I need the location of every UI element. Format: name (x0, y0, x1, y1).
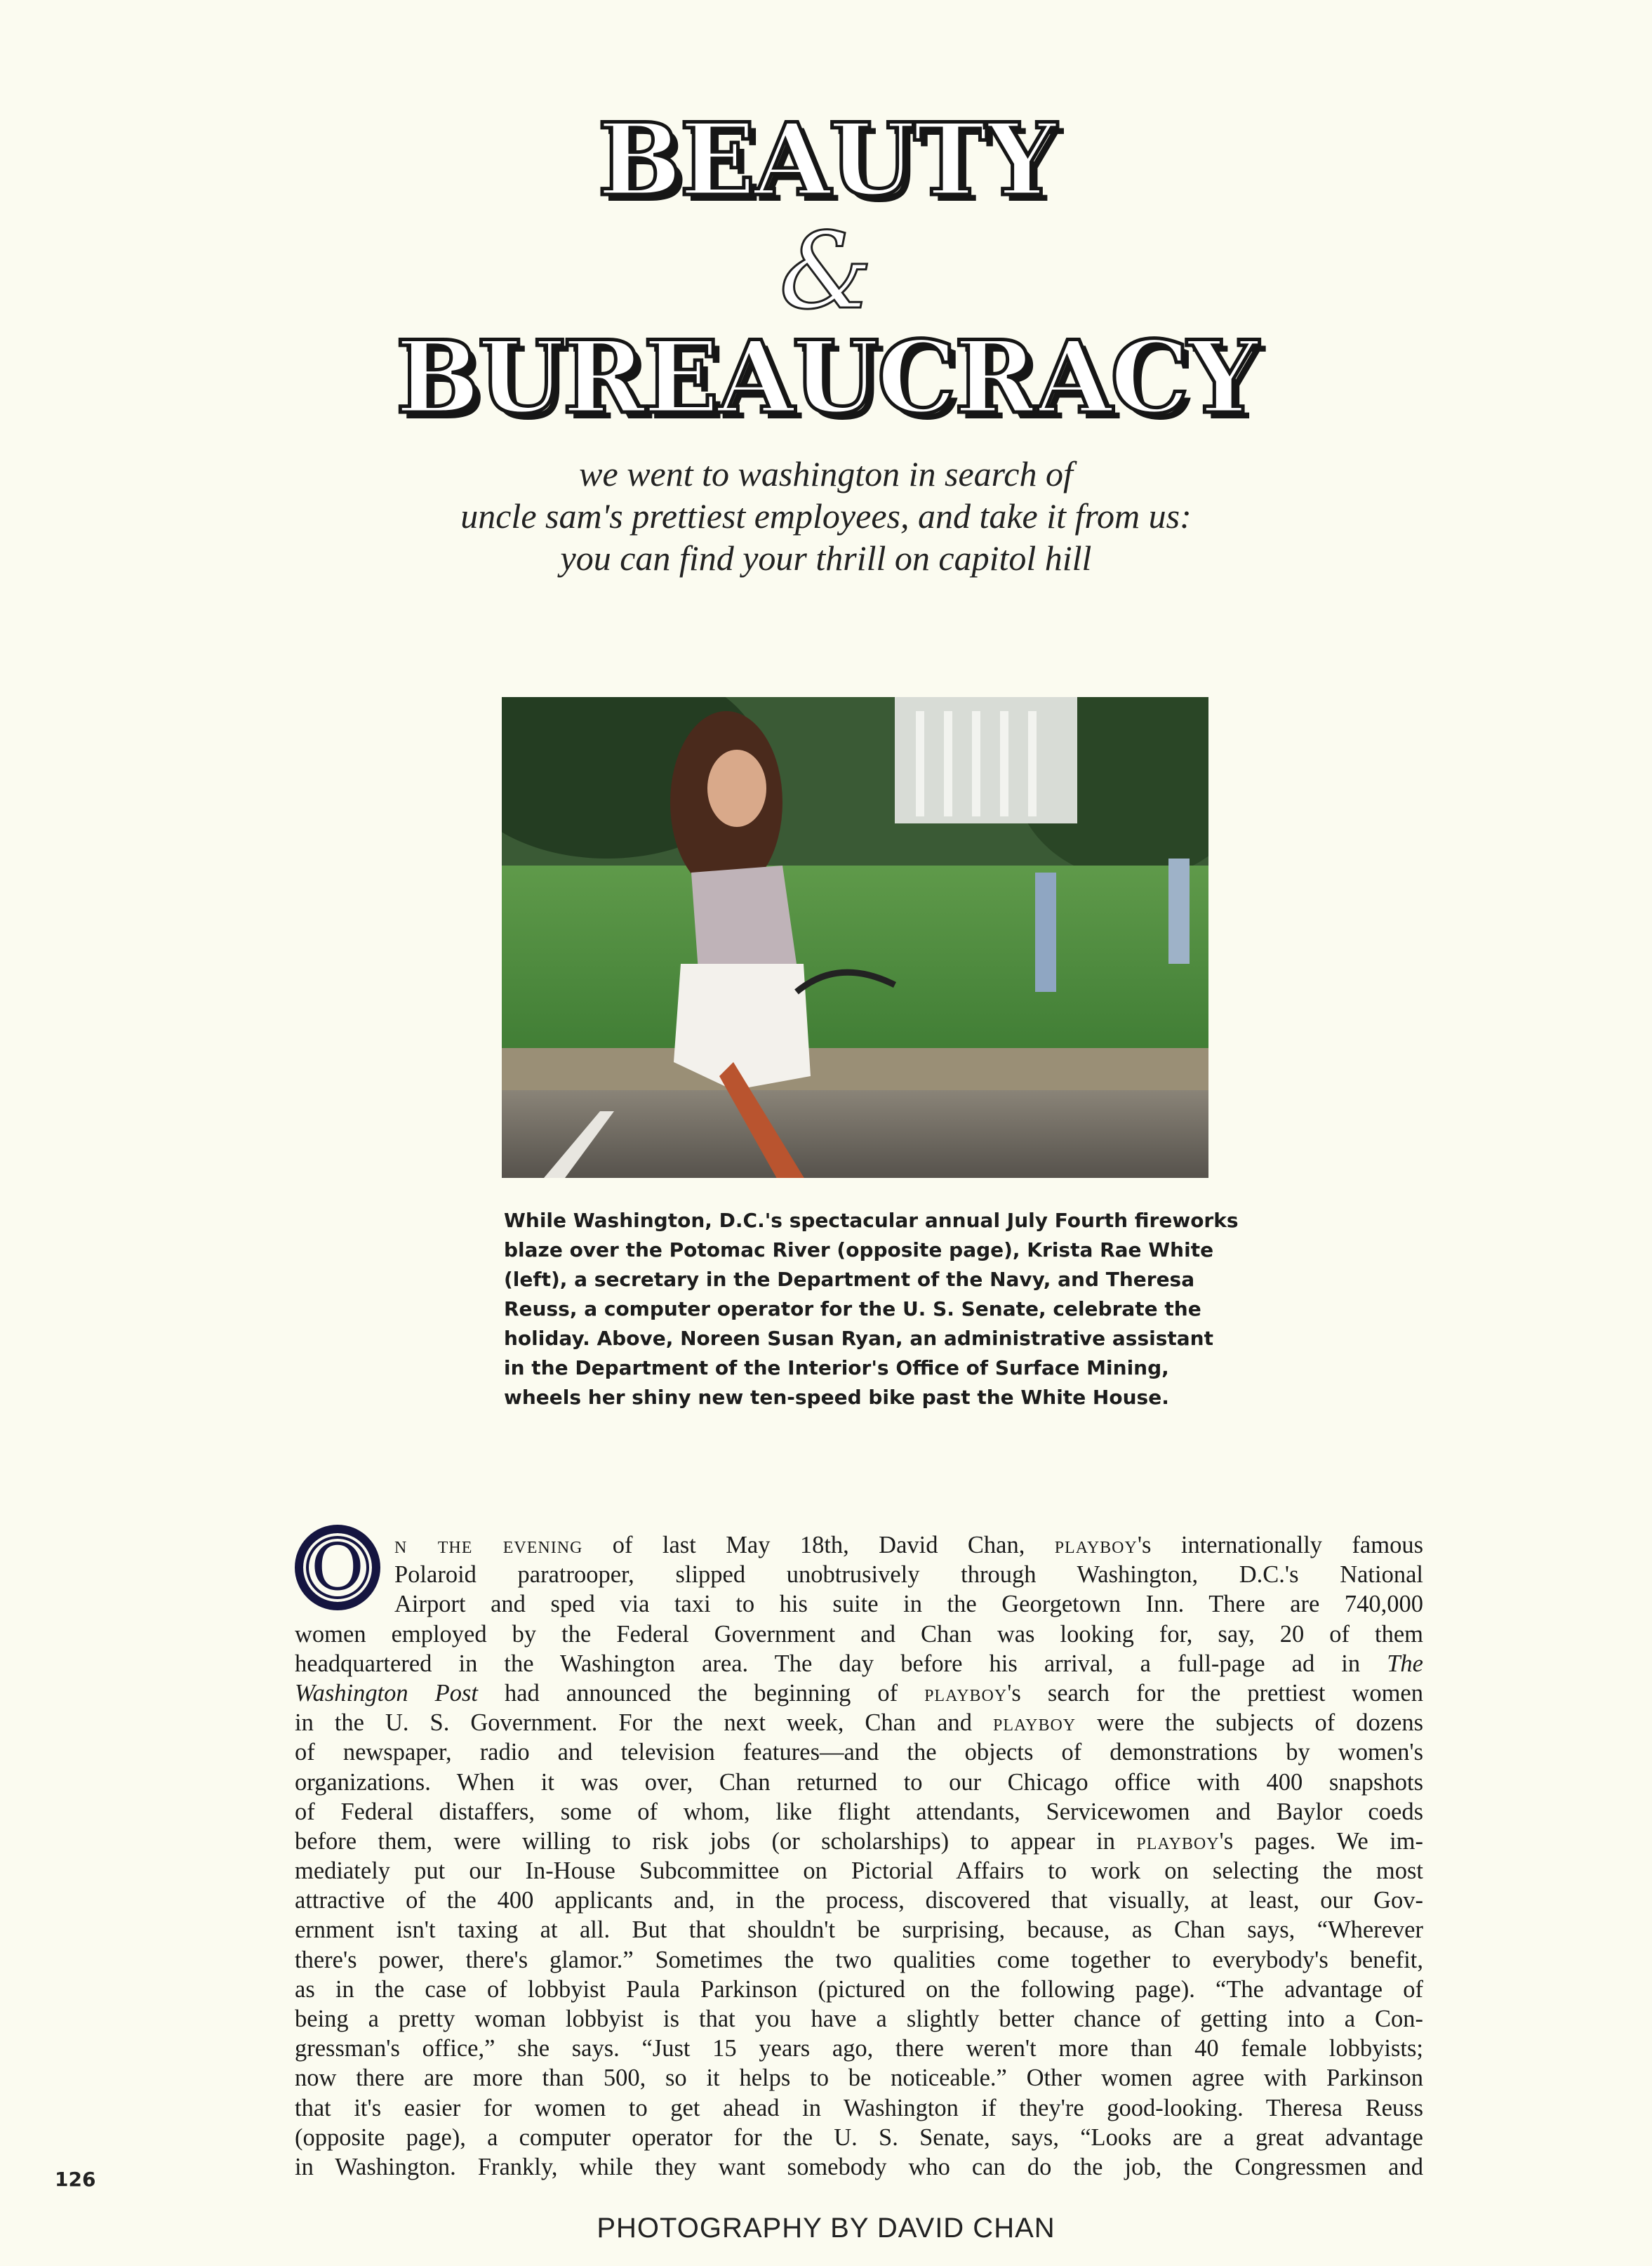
title-ampersand: & (779, 211, 873, 333)
photo-woman-on-bicycle (502, 697, 1208, 1178)
article-text: playboy (924, 1679, 1008, 1707)
article-text: (opposite page), a computer operator for the U. S. Senate, says, “Looks are a great advantage (295, 2123, 1423, 2151)
article-line (295, 1708, 1423, 1737)
article-text: now there are more than 500, so it helps to be noticeable.” Other women agree with Parkinson (295, 2065, 1423, 2092)
photo-credit: PHOTOGRAPHY BY DAVID CHAN (597, 2213, 1055, 2244)
caption-line: in the Department of the Interior's Office of Surface Mining, (504, 1356, 1169, 1379)
article-text: in Washington. Frankly, while they want somebody who can do the job, the Congressmen and (295, 2153, 1423, 2180)
article-text: 's search for the prettiest women (1007, 1679, 1423, 1707)
article-text: of Federal distaffers, some of whom, like flight attendants, Servicewomen and Baylor coeds (295, 1798, 1423, 1825)
article-text: playboy (1136, 1827, 1220, 1855)
caption-line: holiday. Above, Noreen Susan Ryan, an administrative assistant (504, 1327, 1213, 1350)
title-bureaucracy: BUREAUCRACY (395, 319, 1257, 436)
subtitle-line: we went to washington in search of (579, 454, 1073, 493)
article-line (394, 1530, 1423, 1560)
drop-cap: O (295, 1525, 380, 1610)
article-text: gressman's office,” she says. “Just 15 years ago, there weren't more than 40 female lobbyists; (295, 2035, 1423, 2062)
article-text: n the evening (394, 1532, 583, 1558)
article-line (295, 1678, 1423, 1708)
caption-line: blaze over the Potomac River (opposite page), Krista Rae White (504, 1238, 1214, 1261)
article-text: organizations. When it was over, Chan returned to our Chicago office with 400 snapshots (295, 1768, 1423, 1796)
caption-line: While Washington, D.C.'s spectacular annual July Fourth fireworks (504, 1209, 1239, 1232)
article-text: playboy (1054, 1532, 1138, 1558)
article-text: had announced the beginning of (478, 1679, 925, 1707)
article-body (295, 1530, 1423, 2182)
page-number: 126 (55, 2168, 96, 2191)
article-text: 's internationally famous (1137, 1532, 1424, 1558)
caption-line: (left), a secretary in the Department of the Navy, and Theresa (504, 1268, 1195, 1291)
caption-line: Reuss, a computer operator for the U. S. Senate, celebrate the (504, 1297, 1201, 1320)
article-line (295, 1915, 1423, 1944)
subtitle-line: you can find your thrill on capitol hill (560, 538, 1092, 578)
article-line (295, 1827, 1423, 1856)
subtitle (0, 453, 1652, 579)
article-text: 's pages. We im- (1219, 1827, 1423, 1855)
article-line (295, 2034, 1423, 2063)
article-text: in the U. S. Government. For the next week, Chan and (295, 1709, 993, 1737)
article-line (295, 1945, 1423, 1975)
article-text: Polaroid paratrooper, slipped unobtrusively through Washington, D.C.'s National (394, 1561, 1423, 1589)
article-text: women employed by the Federal Government and Chan was looking for, say, 20 of them (295, 1620, 1423, 1648)
article-text: Washington Post (295, 1679, 478, 1707)
article-line (295, 2093, 1423, 2123)
article-text: attractive of the 400 applicants and, in the process, discovered that visually, at least, our Gov- (295, 1887, 1423, 1914)
article-line (295, 2063, 1423, 2093)
subtitle-line: uncle sam's prettiest employees, and take it from us: (460, 496, 1192, 536)
article-line (394, 1560, 1423, 1589)
article-text: that it's easier for women to get ahead in Washington if they're good-looking. Theresa Reuss (295, 2094, 1423, 2121)
article-text: headquartered in the Washington area. The day before his arrival, a full-page ad in (295, 1650, 1387, 1677)
article-line (295, 2152, 1423, 2182)
article-text: of last May 18th, David Chan, (582, 1532, 1055, 1558)
article-text: ernment isn't taxing at all. But that shouldn't be surprising, because, as Chan says, “Wherever (295, 1916, 1423, 1944)
article-text: being a pretty woman lobbyist is that you have a slightly better chance of getting into a Con- (295, 2006, 1423, 2032)
article-line (295, 1797, 1423, 1827)
article-line (295, 2123, 1423, 2152)
article-line (295, 1737, 1423, 1767)
article-text: as in the case of lobbyist Paula Parkinson (pictured on the following page). “The advantage of (295, 1975, 1423, 2003)
article-text: were the subjects of dozens (1076, 1709, 1423, 1737)
article-line (295, 1619, 1423, 1649)
article-text: there's power, there's glamor.” Sometimes the two qualities come together to everybody's benefit, (295, 1946, 1423, 1973)
article-line (295, 1975, 1423, 2004)
article-line (295, 1768, 1423, 1797)
article-text: before them, were willing to risk jobs (or scholarships) to appear in (295, 1827, 1137, 1855)
article-line (394, 1589, 1423, 1619)
article-line (295, 1649, 1423, 1678)
article-text: Airport and sped via taxi to his suite in the Georgetown Inn. There are 740,000 (394, 1591, 1423, 1618)
article-text: The (1387, 1650, 1423, 1677)
article-text: of newspaper, radio and television features—and the objects of demonstrations by women's (295, 1739, 1423, 1766)
article-line (295, 1886, 1423, 1915)
article-line (295, 1856, 1423, 1886)
photo-caption (504, 1206, 1239, 1412)
title-beauty: BEAUTY (597, 102, 1055, 218)
article-text: mediately put our In-House Subcommittee on Pictorial Affairs to work on selecting the most (295, 1857, 1423, 1885)
caption-line: wheels her shiny new ten-speed bike past the White House. (504, 1386, 1169, 1409)
article-line (295, 2004, 1423, 2034)
article-text: playboy (992, 1709, 1077, 1737)
